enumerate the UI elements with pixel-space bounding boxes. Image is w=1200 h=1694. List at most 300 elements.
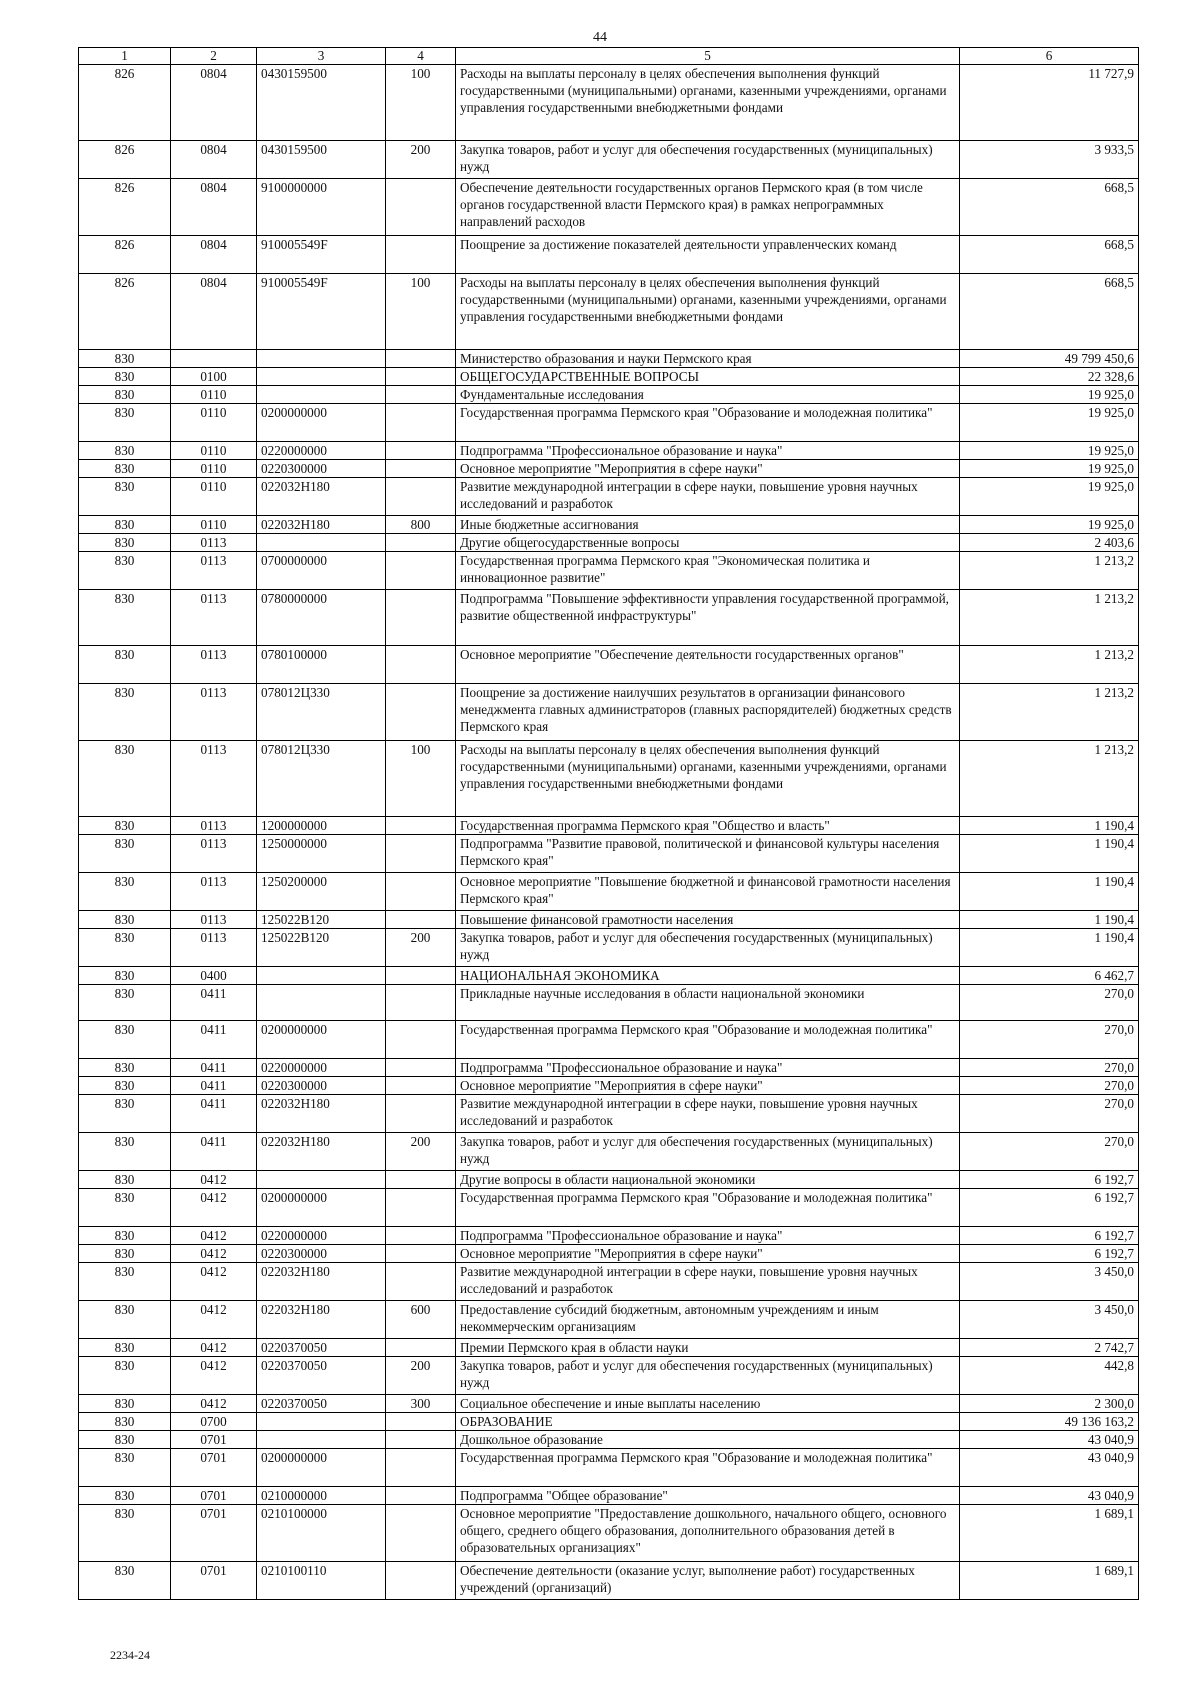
expense-type-cell: 300 xyxy=(386,1395,456,1413)
target-article-cell: 0220370050 xyxy=(257,1357,386,1395)
table-row xyxy=(79,1357,1139,1395)
table-row xyxy=(79,1227,1139,1245)
target-article-cell: 022032H180 xyxy=(257,1133,386,1171)
table-row xyxy=(79,1189,1139,1227)
admin-code-cell: 826 xyxy=(79,274,171,350)
description-cell: Социальное обеспечение и иные выплаты населению xyxy=(456,1395,960,1413)
section-code-cell: 0113 xyxy=(171,817,257,835)
target-article-cell: 0200000000 xyxy=(257,1021,386,1059)
section-code-cell: 0804 xyxy=(171,274,257,350)
table-row xyxy=(79,1431,1139,1449)
expense-type-cell xyxy=(386,684,456,741)
target-article-cell xyxy=(257,350,386,368)
table-row xyxy=(79,404,1139,442)
expense-type-cell xyxy=(386,1449,456,1487)
target-article-cell: 022032H180 xyxy=(257,516,386,534)
description-cell: Расходы на выплаты персоналу в целях обеспечения выполнения функций государственными (муниципальными) органами, казенными учреждениями, органами управления государственными внебюджетными фондами xyxy=(456,274,960,350)
amount-cell: 19 925,0 xyxy=(960,386,1139,404)
description-cell: Основное мероприятие "Обеспечение деятельности государственных органов" xyxy=(456,646,960,684)
expense-type-cell: 800 xyxy=(386,516,456,534)
description-cell: Поощрение за достижение наилучших результатов в организации финансового менеджмента главных администраторов (главных распорядителей) бюджетных средств Пермского края xyxy=(456,684,960,741)
amount-cell: 270,0 xyxy=(960,1059,1139,1077)
expense-type-cell xyxy=(386,552,456,590)
admin-code-cell: 830 xyxy=(79,442,171,460)
table-row xyxy=(79,1263,1139,1301)
admin-code-cell: 830 xyxy=(79,911,171,929)
expense-type-cell xyxy=(386,1171,456,1189)
expense-type-cell xyxy=(386,404,456,442)
section-code-cell: 0113 xyxy=(171,741,257,817)
section-code-cell: 0701 xyxy=(171,1562,257,1600)
section-code-cell: 0411 xyxy=(171,1021,257,1059)
description-cell: Государственная программа Пермского края "Экономическая политика и инновационное развитие" xyxy=(456,552,960,590)
description-cell: Обеспечение деятельности государственных органов Пермского края (в том числе органов государственной власти Пермского края) в рамках непрограммных направлений расходов xyxy=(456,179,960,236)
expense-type-cell xyxy=(386,386,456,404)
table-row xyxy=(79,741,1139,817)
section-code-cell: 0411 xyxy=(171,1059,257,1077)
target-article-cell: 022032H180 xyxy=(257,1263,386,1301)
column-header: 3 xyxy=(257,48,386,65)
section-code-cell: 0113 xyxy=(171,646,257,684)
description-cell: Государственная программа Пермского края "Образование и молодежная политика" xyxy=(456,1021,960,1059)
admin-code-cell: 830 xyxy=(79,1059,171,1077)
column-number-row xyxy=(79,48,1139,65)
admin-code-cell: 830 xyxy=(79,404,171,442)
amount-cell: 49 799 450,6 xyxy=(960,350,1139,368)
description-cell: Дошкольное образование xyxy=(456,1431,960,1449)
description-cell: Основное мероприятие "Мероприятия в сфере науки" xyxy=(456,1245,960,1263)
column-header: 5 xyxy=(456,48,960,65)
description-cell: Иные бюджетные ассигнования xyxy=(456,516,960,534)
section-code-cell: 0700 xyxy=(171,1413,257,1431)
target-article-cell: 9100000000 xyxy=(257,179,386,236)
expense-type-cell xyxy=(386,967,456,985)
admin-code-cell: 830 xyxy=(79,516,171,534)
admin-code-cell: 830 xyxy=(79,1263,171,1301)
table-row xyxy=(79,1245,1139,1263)
expense-type-cell xyxy=(386,1562,456,1600)
amount-cell: 43 040,9 xyxy=(960,1487,1139,1505)
table-row xyxy=(79,236,1139,274)
description-cell: Министерство образования и науки Пермского края xyxy=(456,350,960,368)
table-row xyxy=(79,478,1139,516)
table-body xyxy=(79,65,1139,1600)
section-code-cell: 0110 xyxy=(171,478,257,516)
expense-type-cell: 200 xyxy=(386,929,456,967)
description-cell: Основное мероприятие "Мероприятия в сфере науки" xyxy=(456,1077,960,1095)
amount-cell: 6 192,7 xyxy=(960,1189,1139,1227)
table-row xyxy=(79,368,1139,386)
admin-code-cell: 830 xyxy=(79,1227,171,1245)
target-article-cell xyxy=(257,386,386,404)
table-row xyxy=(79,1095,1139,1133)
amount-cell: 3 933,5 xyxy=(960,141,1139,179)
expense-type-cell xyxy=(386,1095,456,1133)
admin-code-cell: 830 xyxy=(79,1449,171,1487)
table-row xyxy=(79,684,1139,741)
table-row xyxy=(79,1395,1139,1413)
target-article-cell: 0220370050 xyxy=(257,1339,386,1357)
amount-cell: 6 462,7 xyxy=(960,967,1139,985)
expense-type-cell xyxy=(386,590,456,646)
section-code-cell: 0110 xyxy=(171,460,257,478)
table-row xyxy=(79,141,1139,179)
target-article-cell xyxy=(257,967,386,985)
amount-cell: 1 213,2 xyxy=(960,646,1139,684)
expense-type-cell xyxy=(386,817,456,835)
section-code-cell: 0411 xyxy=(171,985,257,1021)
section-code-cell: 0411 xyxy=(171,1095,257,1133)
amount-cell: 19 925,0 xyxy=(960,460,1139,478)
section-code-cell: 0113 xyxy=(171,929,257,967)
section-code-cell: 0412 xyxy=(171,1357,257,1395)
amount-cell: 1 213,2 xyxy=(960,684,1139,741)
amount-cell: 19 925,0 xyxy=(960,404,1139,442)
expense-type-cell: 100 xyxy=(386,274,456,350)
section-code-cell: 0701 xyxy=(171,1505,257,1562)
section-code-cell: 0110 xyxy=(171,386,257,404)
target-article-cell: 910005549F xyxy=(257,274,386,350)
expense-type-cell xyxy=(386,179,456,236)
admin-code-cell: 830 xyxy=(79,1413,171,1431)
amount-cell: 1 190,4 xyxy=(960,817,1139,835)
description-cell: ОБЩЕГОСУДАРСТВЕННЫЕ ВОПРОСЫ xyxy=(456,368,960,386)
section-code-cell: 0411 xyxy=(171,1133,257,1171)
target-article-cell xyxy=(257,985,386,1021)
table-row xyxy=(79,911,1139,929)
page-number: 44 xyxy=(593,30,607,45)
target-article-cell: 0780000000 xyxy=(257,590,386,646)
table-row xyxy=(79,386,1139,404)
table-row xyxy=(79,1505,1139,1562)
target-article-cell: 1250200000 xyxy=(257,873,386,911)
admin-code-cell: 830 xyxy=(79,1431,171,1449)
amount-cell: 3 450,0 xyxy=(960,1301,1139,1339)
description-cell: Государственная программа Пермского края "Образование и молодежная политика" xyxy=(456,404,960,442)
description-cell: Другие вопросы в области национальной экономики xyxy=(456,1171,960,1189)
target-article-cell: 022032H180 xyxy=(257,478,386,516)
section-code-cell: 0412 xyxy=(171,1245,257,1263)
table-row xyxy=(79,835,1139,873)
target-article-cell: 0220000000 xyxy=(257,442,386,460)
expense-type-cell xyxy=(386,350,456,368)
footer-code: 2234-24 xyxy=(110,1648,150,1662)
table-row xyxy=(79,967,1139,985)
expense-type-cell xyxy=(386,873,456,911)
section-code-cell: 0113 xyxy=(171,873,257,911)
description-cell: Основное мероприятие "Предоставление дошкольного, начального общего, основного общего, среднего общего образования, дополнительного образования детей в образовательных организациях" xyxy=(456,1505,960,1562)
amount-cell: 668,5 xyxy=(960,236,1139,274)
target-article-cell: 0220300000 xyxy=(257,460,386,478)
admin-code-cell: 830 xyxy=(79,1189,171,1227)
description-cell: НАЦИОНАЛЬНАЯ ЭКОНОМИКА xyxy=(456,967,960,985)
admin-code-cell: 830 xyxy=(79,1171,171,1189)
target-article-cell: 022032H180 xyxy=(257,1095,386,1133)
section-code-cell: 0701 xyxy=(171,1431,257,1449)
amount-cell: 1 190,4 xyxy=(960,911,1139,929)
amount-cell: 270,0 xyxy=(960,1095,1139,1133)
expense-type-cell xyxy=(386,1505,456,1562)
amount-cell: 1 689,1 xyxy=(960,1505,1139,1562)
table-row xyxy=(79,1449,1139,1487)
amount-cell: 2 300,0 xyxy=(960,1395,1139,1413)
admin-code-cell: 830 xyxy=(79,1505,171,1562)
amount-cell: 1 190,4 xyxy=(960,873,1139,911)
admin-code-cell: 830 xyxy=(79,1077,171,1095)
target-article-cell: 125022В120 xyxy=(257,911,386,929)
target-article-cell: 0700000000 xyxy=(257,552,386,590)
description-cell: Повышение финансовой грамотности населения xyxy=(456,911,960,929)
table-row xyxy=(79,65,1139,141)
expense-type-cell xyxy=(386,534,456,552)
target-article-cell xyxy=(257,1171,386,1189)
target-article-cell: 078012Ц330 xyxy=(257,684,386,741)
table-row xyxy=(79,1133,1139,1171)
table-row xyxy=(79,590,1139,646)
amount-cell: 43 040,9 xyxy=(960,1449,1139,1487)
target-article-cell: 0210000000 xyxy=(257,1487,386,1505)
section-code-cell: 0412 xyxy=(171,1171,257,1189)
target-article-cell: 0430159500 xyxy=(257,141,386,179)
table-row xyxy=(79,1021,1139,1059)
target-article-cell: 0430159500 xyxy=(257,65,386,141)
admin-code-cell: 830 xyxy=(79,534,171,552)
admin-code-cell: 826 xyxy=(79,236,171,274)
amount-cell: 19 925,0 xyxy=(960,442,1139,460)
target-article-cell: 1250000000 xyxy=(257,835,386,873)
section-code-cell: 0411 xyxy=(171,1077,257,1095)
table-row xyxy=(79,1339,1139,1357)
target-article-cell: 022032H180 xyxy=(257,1301,386,1339)
section-code-cell: 0113 xyxy=(171,835,257,873)
target-article-cell: 0200000000 xyxy=(257,1449,386,1487)
admin-code-cell: 830 xyxy=(79,985,171,1021)
expense-type-cell xyxy=(386,1227,456,1245)
section-code-cell: 0100 xyxy=(171,368,257,386)
amount-cell: 11 727,9 xyxy=(960,65,1139,141)
amount-cell: 270,0 xyxy=(960,1077,1139,1095)
section-code-cell: 0110 xyxy=(171,442,257,460)
admin-code-cell: 830 xyxy=(79,386,171,404)
section-code-cell: 0113 xyxy=(171,552,257,590)
section-code-cell: 0113 xyxy=(171,911,257,929)
section-code-cell: 0804 xyxy=(171,65,257,141)
description-cell: Основное мероприятие "Повышение бюджетной и финансовой грамотности населения Пермского края" xyxy=(456,873,960,911)
description-cell: Закупка товаров, работ и услуг для обеспечения государственных (муниципальных) нужд xyxy=(456,1357,960,1395)
admin-code-cell: 830 xyxy=(79,741,171,817)
section-code-cell: 0701 xyxy=(171,1449,257,1487)
admin-code-cell: 830 xyxy=(79,1095,171,1133)
description-cell: Подпрограмма "Профессиональное образование и наука" xyxy=(456,1059,960,1077)
description-cell: Подпрограмма "Развитие правовой, политической и финансовой культуры населения Пермского края" xyxy=(456,835,960,873)
table-row xyxy=(79,350,1139,368)
section-code-cell: 0113 xyxy=(171,534,257,552)
target-article-cell xyxy=(257,534,386,552)
target-article-cell: 910005549F xyxy=(257,236,386,274)
table-row xyxy=(79,1487,1139,1505)
section-code-cell: 0110 xyxy=(171,404,257,442)
target-article-cell: 0220370050 xyxy=(257,1395,386,1413)
expense-type-cell xyxy=(386,1189,456,1227)
table-row xyxy=(79,274,1139,350)
description-cell: Государственная программа Пермского края "Образование и молодежная политика" xyxy=(456,1189,960,1227)
table-row xyxy=(79,1059,1139,1077)
table-row xyxy=(79,929,1139,967)
table-row xyxy=(79,552,1139,590)
admin-code-cell: 830 xyxy=(79,1021,171,1059)
target-article-cell: 0220300000 xyxy=(257,1245,386,1263)
expense-type-cell: 100 xyxy=(386,741,456,817)
admin-code-cell: 830 xyxy=(79,1339,171,1357)
expense-type-cell xyxy=(386,478,456,516)
budget-table xyxy=(78,47,1139,1600)
amount-cell: 668,5 xyxy=(960,179,1139,236)
section-code-cell: 0412 xyxy=(171,1263,257,1301)
column-header: 1 xyxy=(79,48,171,65)
admin-code-cell: 830 xyxy=(79,552,171,590)
target-article-cell: 0210100000 xyxy=(257,1505,386,1562)
admin-code-cell: 830 xyxy=(79,646,171,684)
section-code-cell: 0113 xyxy=(171,684,257,741)
column-header: 4 xyxy=(386,48,456,65)
admin-code-cell: 826 xyxy=(79,179,171,236)
amount-cell: 1 190,4 xyxy=(960,835,1139,873)
section-code-cell: 0412 xyxy=(171,1189,257,1227)
expense-type-cell xyxy=(386,1059,456,1077)
amount-cell: 2 403,6 xyxy=(960,534,1139,552)
description-cell: Подпрограмма "Профессиональное образование и наука" xyxy=(456,442,960,460)
table-row xyxy=(79,873,1139,911)
amount-cell: 19 925,0 xyxy=(960,478,1139,516)
amount-cell: 3 450,0 xyxy=(960,1263,1139,1301)
section-code-cell: 0804 xyxy=(171,179,257,236)
expense-type-cell xyxy=(386,1263,456,1301)
table-row xyxy=(79,179,1139,236)
description-cell: Развитие международной интеграции в сфере науки, повышение уровня научных исследований и разработок xyxy=(456,478,960,516)
target-article-cell: 078012Ц330 xyxy=(257,741,386,817)
amount-cell: 270,0 xyxy=(960,985,1139,1021)
section-code-cell: 0701 xyxy=(171,1487,257,1505)
table-row xyxy=(79,817,1139,835)
target-article-cell xyxy=(257,368,386,386)
expense-type-cell: 200 xyxy=(386,141,456,179)
admin-code-cell: 830 xyxy=(79,460,171,478)
description-cell: Развитие международной интеграции в сфере науки, повышение уровня научных исследований и разработок xyxy=(456,1263,960,1301)
admin-code-cell: 830 xyxy=(79,817,171,835)
amount-cell: 43 040,9 xyxy=(960,1431,1139,1449)
admin-code-cell: 830 xyxy=(79,1487,171,1505)
amount-cell: 270,0 xyxy=(960,1133,1139,1171)
target-article-cell: 125022В120 xyxy=(257,929,386,967)
table-row xyxy=(79,1413,1139,1431)
target-article-cell: 0220000000 xyxy=(257,1227,386,1245)
section-code-cell: 0400 xyxy=(171,967,257,985)
description-cell: Закупка товаров, работ и услуг для обеспечения государственных (муниципальных) нужд xyxy=(456,1133,960,1171)
admin-code-cell: 830 xyxy=(79,835,171,873)
target-article-cell: 0210100110 xyxy=(257,1562,386,1600)
target-article-cell: 0200000000 xyxy=(257,404,386,442)
table-row xyxy=(79,460,1139,478)
section-code-cell: 0412 xyxy=(171,1339,257,1357)
expense-type-cell xyxy=(386,1077,456,1095)
description-cell: Основное мероприятие "Мероприятия в сфере науки" xyxy=(456,460,960,478)
description-cell: Расходы на выплаты персоналу в целях обеспечения выполнения функций государственными (муниципальными) органами, казенными учреждениями, органами управления государственными внебюджетными фондами xyxy=(456,741,960,817)
amount-cell: 6 192,7 xyxy=(960,1227,1139,1245)
amount-cell: 49 136 163,2 xyxy=(960,1413,1139,1431)
expense-type-cell xyxy=(386,1245,456,1263)
expense-type-cell xyxy=(386,1413,456,1431)
table-row xyxy=(79,1301,1139,1339)
description-cell: Премии Пермского края в области науки xyxy=(456,1339,960,1357)
expense-type-cell xyxy=(386,460,456,478)
expense-type-cell xyxy=(386,236,456,274)
expense-type-cell xyxy=(386,646,456,684)
description-cell: Закупка товаров, работ и услуг для обеспечения государственных (муниципальных) нужд xyxy=(456,141,960,179)
expense-type-cell xyxy=(386,1021,456,1059)
admin-code-cell: 830 xyxy=(79,478,171,516)
description-cell: Государственная программа Пермского края "Образование и молодежная политика" xyxy=(456,1449,960,1487)
section-code-cell: 0113 xyxy=(171,590,257,646)
admin-code-cell: 830 xyxy=(79,967,171,985)
target-article-cell xyxy=(257,1431,386,1449)
admin-code-cell: 826 xyxy=(79,141,171,179)
amount-cell: 1 213,2 xyxy=(960,590,1139,646)
description-cell: Обеспечение деятельности (оказание услуг, выполнение работ) государственных учреждений (организаций) xyxy=(456,1562,960,1600)
table-row xyxy=(79,442,1139,460)
amount-cell: 668,5 xyxy=(960,274,1139,350)
table-row xyxy=(79,1077,1139,1095)
amount-cell: 6 192,7 xyxy=(960,1245,1139,1263)
amount-cell: 6 192,7 xyxy=(960,1171,1139,1189)
admin-code-cell: 826 xyxy=(79,65,171,141)
description-cell: Предоставление субсидий бюджетным, автономным учреждениям и иным некоммерческим организациям xyxy=(456,1301,960,1339)
target-article-cell: 0220300000 xyxy=(257,1077,386,1095)
description-cell: Другие общегосударственные вопросы xyxy=(456,534,960,552)
column-header: 2 xyxy=(171,48,257,65)
admin-code-cell: 830 xyxy=(79,1245,171,1263)
target-article-cell xyxy=(257,1413,386,1431)
admin-code-cell: 830 xyxy=(79,929,171,967)
admin-code-cell: 830 xyxy=(79,350,171,368)
description-cell: Подпрограмма "Профессиональное образование и наука" xyxy=(456,1227,960,1245)
admin-code-cell: 830 xyxy=(79,1357,171,1395)
admin-code-cell: 830 xyxy=(79,1562,171,1600)
description-cell: Закупка товаров, работ и услуг для обеспечения государственных (муниципальных) нужд xyxy=(456,929,960,967)
admin-code-cell: 830 xyxy=(79,1301,171,1339)
target-article-cell: 0220000000 xyxy=(257,1059,386,1077)
expense-type-cell xyxy=(386,835,456,873)
expense-type-cell xyxy=(386,985,456,1021)
admin-code-cell: 830 xyxy=(79,1395,171,1413)
expense-type-cell xyxy=(386,442,456,460)
amount-cell: 1 190,4 xyxy=(960,929,1139,967)
description-cell: Фундаментальные исследования xyxy=(456,386,960,404)
amount-cell: 442,8 xyxy=(960,1357,1139,1395)
table-row xyxy=(79,985,1139,1021)
admin-code-cell: 830 xyxy=(79,684,171,741)
admin-code-cell: 830 xyxy=(79,873,171,911)
target-article-cell: 1200000000 xyxy=(257,817,386,835)
expense-type-cell xyxy=(386,1487,456,1505)
expense-type-cell: 200 xyxy=(386,1357,456,1395)
amount-cell: 22 328,6 xyxy=(960,368,1139,386)
target-article-cell: 0200000000 xyxy=(257,1189,386,1227)
admin-code-cell: 830 xyxy=(79,368,171,386)
description-cell: Подпрограмма "Повышение эффективности управления государственной программой, развитие общественной инфраструктуры" xyxy=(456,590,960,646)
amount-cell: 1 689,1 xyxy=(960,1562,1139,1600)
table-row xyxy=(79,646,1139,684)
section-code-cell: 0412 xyxy=(171,1227,257,1245)
